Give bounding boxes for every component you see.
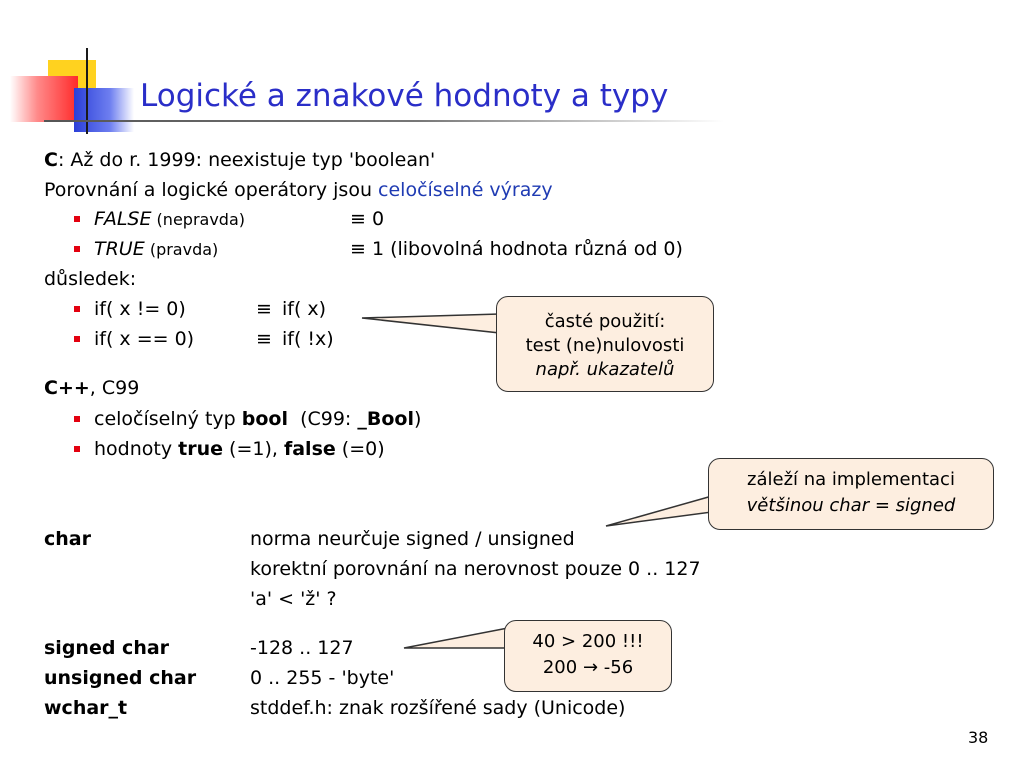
callout1-line1: časté použití: <box>544 311 666 332</box>
true-keyword: true <box>178 438 224 460</box>
true-value-text: (=1), <box>223 438 284 460</box>
wchar-value: stddef.h: znak rozšířené sady (Unicode) <box>250 697 626 719</box>
operators-text: Porovnání a logické operátory jsou <box>44 179 379 201</box>
signed-char-value: -128 .. 127 <box>250 637 354 659</box>
page-number: 38 <box>968 728 989 747</box>
callout3-line1: 40 > 200 !!! <box>532 631 644 652</box>
char-line3: 'a' < 'ž' ? <box>250 588 337 610</box>
signed-char-label: signed char <box>44 637 170 659</box>
if1-equiv: ≡ <box>256 298 272 320</box>
false-value: ≡ 0 <box>350 208 385 230</box>
if2-left: if( x == 0) <box>94 328 195 350</box>
bullet-icon <box>74 446 80 452</box>
cpp-line <box>44 376 139 400</box>
callout1-pointer <box>362 314 500 333</box>
callout2-pointer <box>606 496 712 526</box>
callout2-line1: záleží na implementaci <box>747 469 955 490</box>
char-label: char <box>44 528 91 550</box>
c99-prefix: (C99: <box>288 408 358 430</box>
cpp-label: C++ <box>44 377 90 399</box>
callout3-pointer <box>404 628 508 648</box>
bullet-icon <box>74 416 80 422</box>
underscore-bool-keyword: _Bool <box>357 408 414 430</box>
callout1-line2: test (ne)nulovosti <box>525 335 685 356</box>
bool-type-end: ) <box>414 408 422 430</box>
page-title: Logické a znakové hodnoty a typy <box>140 78 669 114</box>
callout2-line2: většinou char = signed <box>746 495 956 516</box>
consequence-label: důsledek: <box>44 268 137 290</box>
unsigned-char-value: 0 .. 255 - 'byte' <box>250 667 395 689</box>
true-value: ≡ 1 (libovolná hodnota různá od 0) <box>350 238 683 260</box>
char-line2: korektní porovnání na nerovnost pouze 0 .. 127 <box>250 558 701 580</box>
bool-values-item <box>94 437 385 461</box>
if1-left: if( x != 0) <box>94 298 186 320</box>
bool-type-item <box>94 407 421 431</box>
if2-right: if( !x) <box>282 328 334 350</box>
integer-expressions-highlight: celočíselné výrazy <box>378 179 553 201</box>
callout1-line3: např. ukazatelů <box>535 359 675 380</box>
callout3-line2: 200 → -56 <box>542 657 634 678</box>
if2-equiv: ≡ <box>256 328 272 350</box>
false-value-text: (=0) <box>335 438 385 460</box>
false-word: FALSE <box>94 208 152 230</box>
true-word: TRUE <box>94 238 145 260</box>
if1-right: if( x) <box>282 298 327 320</box>
unsigned-char-label: unsigned char <box>44 667 197 689</box>
c-label: C <box>44 149 58 171</box>
char-line1: norma neurčuje signed / unsigned <box>250 528 575 550</box>
bool-type-text: celočíselný typ <box>94 408 242 430</box>
values-text: hodnoty <box>94 438 179 460</box>
cpp-suffix: , C99 <box>89 377 140 399</box>
c-intro-text: : Až do r. 1999: neexistuje typ 'boolean' <box>57 149 436 171</box>
bool-keyword: bool <box>241 408 288 430</box>
true-note: (pravda) <box>144 240 219 259</box>
false-note: (nepravda) <box>151 210 245 229</box>
false-keyword: false <box>283 438 336 460</box>
wchar-label: wchar_t <box>44 697 128 719</box>
